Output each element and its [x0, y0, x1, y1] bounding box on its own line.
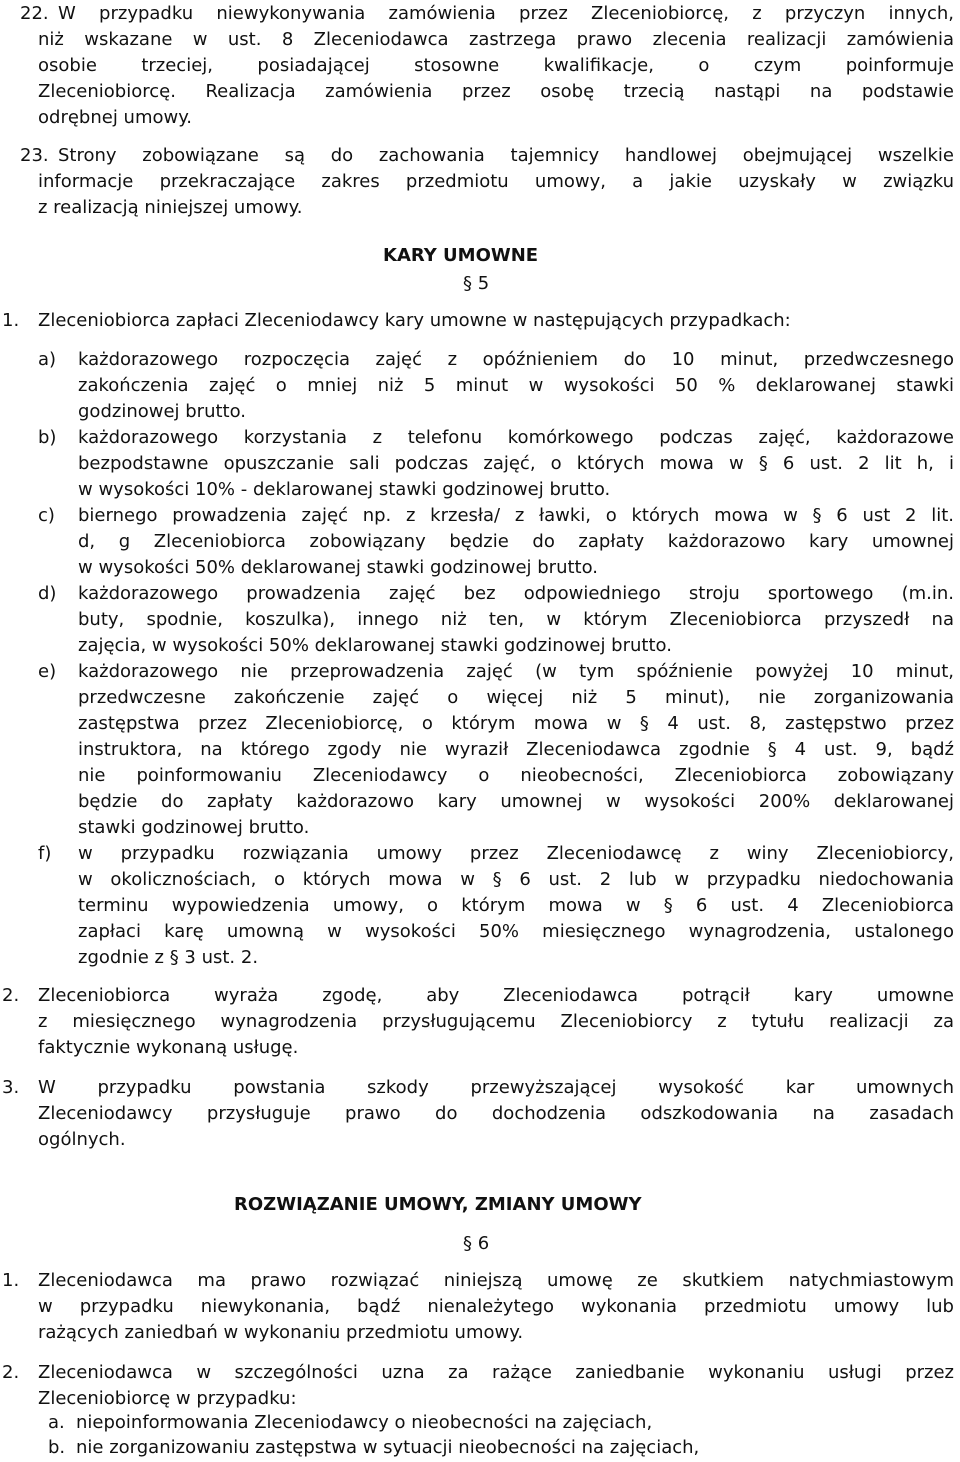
text-line: zakończenia zajęć o mniej niż 5 minut w wysokości 50 % deklarowanej stawki: [78, 375, 954, 396]
text-line: faktycznie wykonaną usługę.: [38, 1037, 299, 1058]
text-line: instruktora, na którego zgody nie wyraził Zleceniodawca zgodnie § 4 ust. 9, bądź: [78, 739, 954, 760]
section-number: § 6: [463, 1233, 490, 1254]
text-line: Zleceniobiorcę. Realizacja zamówienia przez osobę trzecią nastąpi na podstawie: [38, 81, 954, 102]
section-heading: ROZWIĄZANIE UMOWY, ZMIANY UMOWY: [234, 1194, 642, 1215]
paragraph-number: 22.: [20, 3, 49, 24]
text-line: Strony zobowiązane są do zachowania tajemnicy handlowej obejmującej wszelkie: [58, 145, 954, 166]
list-item: nie zorganizowaniu zastępstwa w sytuacji nieobecności na zajęciach,: [76, 1437, 700, 1458]
text-line: odrębnej umowy.: [38, 107, 193, 128]
text-line: Zleceniobiorca wyraża zgodę, aby Zleceniodawca potrącił kary umowne: [38, 985, 954, 1006]
text-line: W przypadku powstania szkody przewyższającej wysokość kar umownych: [38, 1077, 954, 1098]
text-line: W przypadku niewykonywania zamówienia przez Zleceniobiorcę, z przyczyn innych,: [58, 3, 954, 24]
text-line: informacje przekraczające zakres przedmiotu umowy, a jakie uzyskały w związku: [38, 171, 954, 192]
paragraph-number: 2.: [2, 985, 20, 1006]
item-label: d): [38, 583, 57, 604]
text-line: z realizacją niniejszej umowy.: [38, 197, 303, 218]
list-item: niepoinformowania Zleceniodawcy o nieobecności na zajęciach,: [76, 1412, 653, 1433]
paragraph-number: 3.: [2, 1077, 20, 1098]
text-line: bezpodstawne opuszczanie sali podczas zajęć, o których mowa w § 6 ust. 2 lit h, i: [78, 453, 954, 474]
item-label: a): [38, 349, 57, 370]
list-item-label: a.: [48, 1412, 65, 1433]
text-line: osobie trzeciej, posiadającej stosowne kwalifikacje, o czym poinformuje: [38, 55, 954, 76]
text-line: d, g Zleceniobiorca zobowiązany będzie do zapłaty każdorazowo kary umownej: [78, 531, 954, 552]
text-line: w okolicznościach, o których mowa w § 6 ust. 2 lub w przypadku niedochowania: [78, 869, 954, 890]
item-label: e): [38, 661, 57, 682]
text-line: nie poinformowaniu Zleceniodawcy o nieobecności, Zleceniobiorca zobowiązany: [78, 765, 954, 786]
text-line: Zleceniobiorca zapłaci Zleceniodawcy kary umowne w następujących przypadkach:: [38, 310, 791, 331]
text-line: Zleceniodawca ma prawo rozwiązać niniejszą umowę ze skutkiem natychmiastowym: [38, 1270, 954, 1291]
text-line: każdorazowego prowadzenia zajęć bez odpowiedniego stroju sportowego (m.in.: [78, 583, 954, 604]
text-line: będzie do zapłaty każdorazowo kary umownej w wysokości 200% deklarowanej: [78, 791, 954, 812]
item-label: c): [38, 505, 55, 526]
text-line: w wysokości 50% deklarowanej stawki godzinowej brutto.: [78, 557, 599, 578]
text-line: zajęcia, w wysokości 50% deklarowanej stawki godzinowej brutto.: [78, 635, 672, 656]
text-line: Zleceniodawca w szczególności uzna za rażące zaniedbanie wykonaniu usługi przez: [38, 1362, 954, 1383]
text-line: każdorazowego nie przeprowadzenia zajęć (w tym spóźnienie powyżej 10 minut,: [78, 661, 954, 682]
text-line: biernego prowadzenia zajęć np. z krzesła/ z ławki, o których mowa w § 6 ust 2 lit.: [78, 505, 954, 526]
text-line: z miesięcznego wynagrodzenia przysługującemu Zleceniobiorcy z tytułu realizacji za: [38, 1011, 954, 1032]
text-line: terminu wypowiedzenia umowy, o którym mowa w § 6 ust. 4 Zleceniobiorca: [78, 895, 954, 916]
section-number: § 5: [463, 273, 490, 294]
section-heading: KARY UMOWNE: [383, 245, 539, 266]
item-label: f): [38, 843, 52, 864]
item-label: b): [38, 427, 57, 448]
text-line: stawki godzinowej brutto.: [78, 817, 310, 838]
text-line: niż wskazane w ust. 8 Zleceniodawca zastrzega prawo zlecenia realizacji zamówienia: [38, 29, 954, 50]
text-line: zapłaci karę umowną w wysokości 50% miesięcznego wynagrodzenia, ustalonego: [78, 921, 954, 942]
text-line: zastępstwa przez Zleceniobiorcę, o którym mowa w § 4 ust. 8, zastępstwo przez: [78, 713, 954, 734]
text-line: w przypadku niewykonania, bądź nienależytego wykonania przedmiotu umowy lub: [38, 1296, 954, 1317]
paragraph-number: 23.: [20, 145, 49, 166]
text-line: ogólnych.: [38, 1129, 126, 1150]
text-line: rażących zaniedbań w wykonaniu przedmiotu umowy.: [38, 1322, 524, 1343]
text-line: w przypadku rozwiązania umowy przez Zleceniodawcę z winy Zleceniobiorcy,: [78, 843, 954, 864]
text-line: przedwczesne zakończenie zajęć o więcej niż 5 minut), nie zorganizowania: [78, 687, 954, 708]
text-line: Zleceniobiorcę w przypadku:: [38, 1388, 297, 1409]
text-line: każdorazowego rozpoczęcia zajęć z opóźnieniem do 10 minut, przedwczesnego: [78, 349, 954, 370]
text-line: w wysokości 10% - deklarowanej stawki godzinowej brutto.: [78, 479, 611, 500]
paragraph-number: 1.: [2, 1270, 20, 1291]
paragraph-number: 1.: [2, 310, 20, 331]
list-item-label: b.: [48, 1437, 66, 1458]
text-line: buty, spodnie, koszulka), innego niż ten, w którym Zleceniobiorca przyszedł na: [78, 609, 954, 630]
text-line: Zleceniodawcy przysługuje prawo do dochodzenia odszkodowania na zasadach: [38, 1103, 954, 1124]
text-line: godzinowej brutto.: [78, 401, 247, 422]
paragraph-number: 2.: [2, 1362, 20, 1383]
text-line: zgodnie z § 3 ust. 2.: [78, 947, 259, 968]
text-line: każdorazowego korzystania z telefonu komórkowego podczas zajęć, każdorazowe: [78, 427, 954, 448]
